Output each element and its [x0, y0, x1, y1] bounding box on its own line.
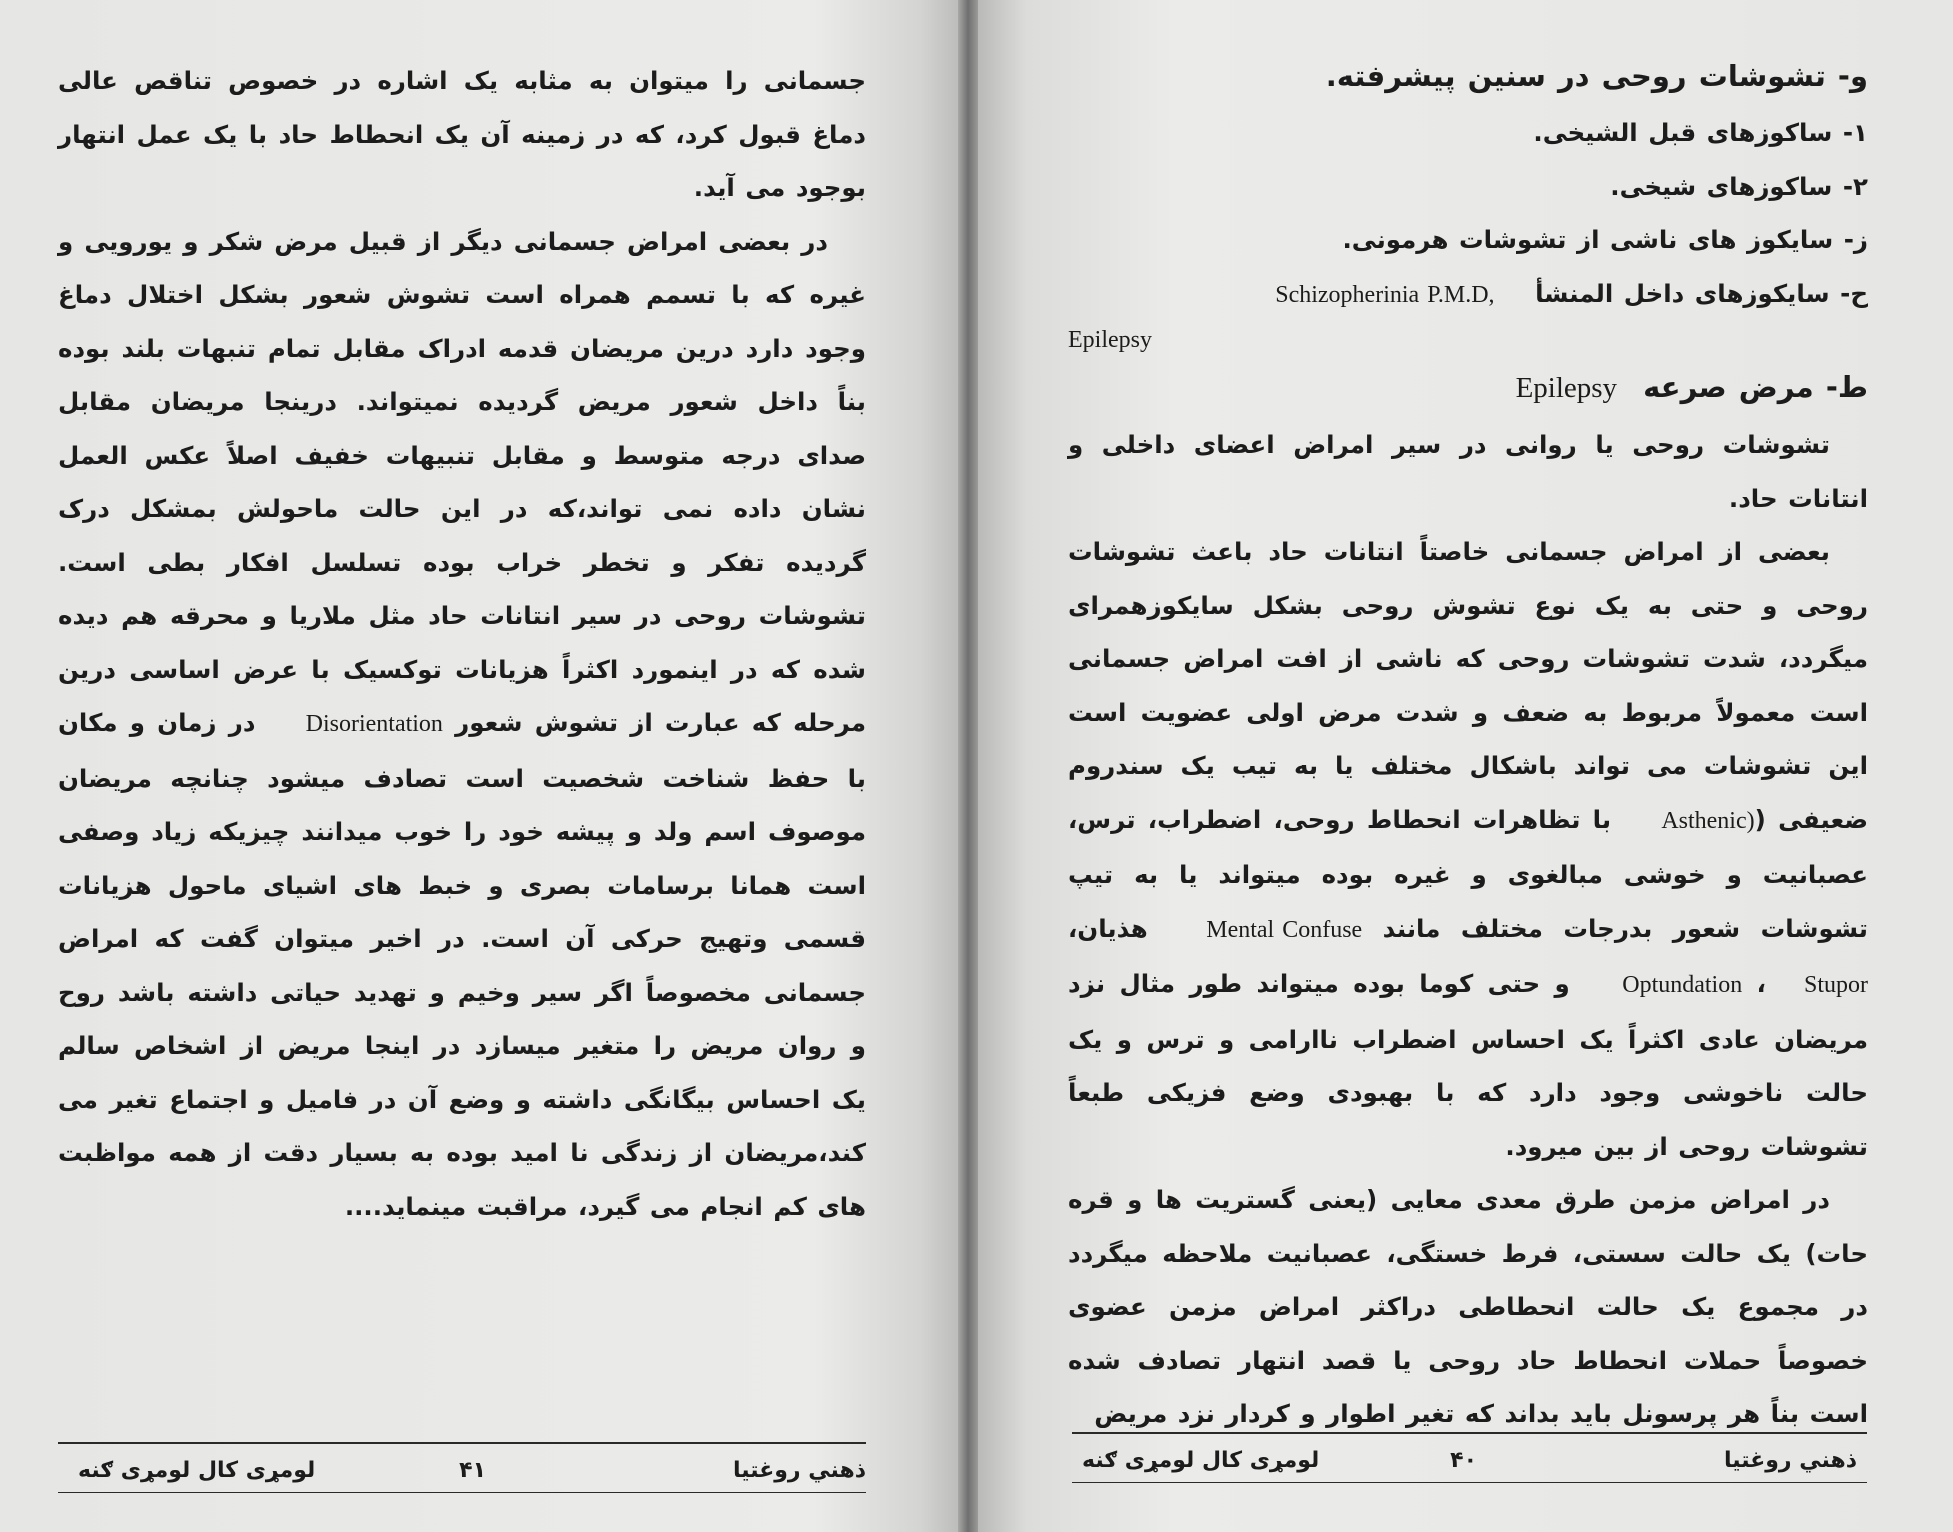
- right-book-page: [978, 0, 1953, 1532]
- list-item-2: ۲- ساکوزهای شیخی.: [1610, 171, 1868, 201]
- right-footer-rule: [1072, 1432, 1867, 1434]
- right-paragraph-3: در امراض مزمن طرق معدی معایی (یعنی گستریت ها و قره حات) یک حالت سستی، فرط خستگی، عصبانیت ملاحظه میگردد در مجموع یک حالت انحطاطی دراکثر امراض مزمن عضوی خصوصاً حملات انحطاط حاد روحی یا قصد انتهار تصادف شده است بناً هر پرسونل باید بداند که تغیر اطوار و کردار نزد مریض: [1068, 1185, 1868, 1428]
- left-page-footer: [58, 1448, 866, 1498]
- section-heading-t-text: ط- مرض صرعه: [1643, 370, 1868, 404]
- right-page-footer: [1072, 1438, 1867, 1488]
- list-item-h-epilepsy: Epilepsy: [1068, 327, 1152, 353]
- left-paragraph-2: در بعضی امراض جسمانی دیگر از قبیل مرض شکر و یورویی و غیره که با تسمم همراه است تشوش شعور بشکل اختلال دماغ وجود دارد درین مریضان قدمه ادراک مقابل تمام تنبهات بلند بوده بناً داخل شعور مریض گردیده نمیتواند. درینجا مریضان مقابل صدای درجه متوسط و مقابل تنبیهات خفیف اصلاً عکس العمل نشان داده نمی تواند،که در این حالت ماحولش بمشکل درک گردیده تفکر و تخطر خراب بوده تسلسل افکار بطی است. تشوشات روحی در سیر انتانات حاد مثل ملاریا و محرقه هم دیده شده که در اینمورد اکثراً هزیانات توکسیک با عرض اساسی درین مرحله که عبارت از تشوش شعور Disorientation در زمان و مکان با حفظ شناخت شخصیت است تصادف میشود چنانچه مریضان موصوف اسم ولد و پیشه خود را خوب میدانند چیزیکه زیاد وصفی است همانا برسامات بصری و خبط های اشیای ماحول هزیانات قسمی وتهیج حرکی آن است. در اخیر میتوان گفت که امراض جسمانی مخصوصاً اگر سیر وخیم و تهدید حیاتی داشته باشد روح و روان مریض را متغیر میسازد در اینجا مریض از اشخاص سالم یک احساس بیگانگی داشته و وضع آن در فامیل و اجتماع تغیر می کند،مریضان از زندگی نا امید بوده به بسیار دقت از همه مواظبت های کم انجام می گیرد، مراقبت مینماید....: [58, 226, 867, 1221]
- left-page-body: [58, 54, 866, 1233]
- list-item-h: [1068, 267, 1868, 323]
- left-footer-rule: [58, 1442, 866, 1444]
- left-book-page: [0, 0, 958, 1532]
- book-spine: [958, 0, 978, 1532]
- left-paragraph-1: جسمانی را میتوان به مثابه یک اشاره در خصوص تناقص عالی دماغ قبول کرد، که در زمینه آن یک انحطاط حاد با یک عمل انتهار بوجود می آید.: [58, 66, 866, 202]
- right-footer-page-number: ۴۰: [1450, 1448, 1477, 1473]
- right-page-body: [1068, 46, 1868, 1441]
- list-item-h-terms: Schizopherinia P.M.D,: [1275, 281, 1495, 308]
- list-item-1: ۱- ساکوزهای قبل الشیخی.: [1533, 118, 1868, 147]
- right-paragraph-2: بعضی از امراض جسمانی خاصتاً انتانات حاد باعث تشوشات روحی و حتی به یک نوع تشوش روحی بشکل سایکوزهمرای میگردد، شدت تشوشات روحی که ناشی از افت امراض جسمانی است معمولاً مربوط به ضعف و شدت مرض اولی عضویت است این تشوشات می تواند باشکال مختلف یا به تیب یک سندروم ضعیفی (Asthenic) با تظاهرات انحطاط روحی، اضطراب، ترس، عصبانیت و خوشی مبالغوی و غیره بوده میتواند یا به تیپ تشوشات شعور بدرجات مختلف مانند Mental Confuse هذیان، Stupor، Optundation و حتی کوما بوده میتواند طور مثال نزد مریضان عادی اکثراً یک احساس اضطراب ناارامی و ترس و یک حالت ناخوشی وجود دارد که با بهبودی وضع فزیکی طبعاً تشوشات روحی از بین میرود.: [1068, 537, 1868, 1161]
- section-heading-t-english: Epilepsy: [1515, 372, 1618, 404]
- right-paragraph-1: تشوشات روحی یا روانی در سیر امراض اعضای داخلی و انتانات حاد.: [1068, 430, 1868, 513]
- right-footer-issue-label: لومړی کال لومړی ګنه: [1082, 1448, 1320, 1473]
- left-footer-journal-name: ذهني روغتيا: [732, 1458, 866, 1483]
- section-heading-t: [1068, 357, 1868, 418]
- list-item-h-text: ح- سایکوزهای داخل المنشأ: [1535, 278, 1868, 308]
- left-footer-issue-label: لومړی کال لومړی ګنه: [78, 1458, 316, 1483]
- left-footer-page-number: ۴۱: [459, 1458, 486, 1483]
- right-footer-journal-name: ذهني روغتيا: [1723, 1448, 1857, 1473]
- section-heading-v: و- تشوشات روحی در سنین پیشرفته.: [1325, 59, 1868, 93]
- list-item-z: ز- سایکوز های ناشی از تشوشات هرمونی.: [1342, 225, 1868, 254]
